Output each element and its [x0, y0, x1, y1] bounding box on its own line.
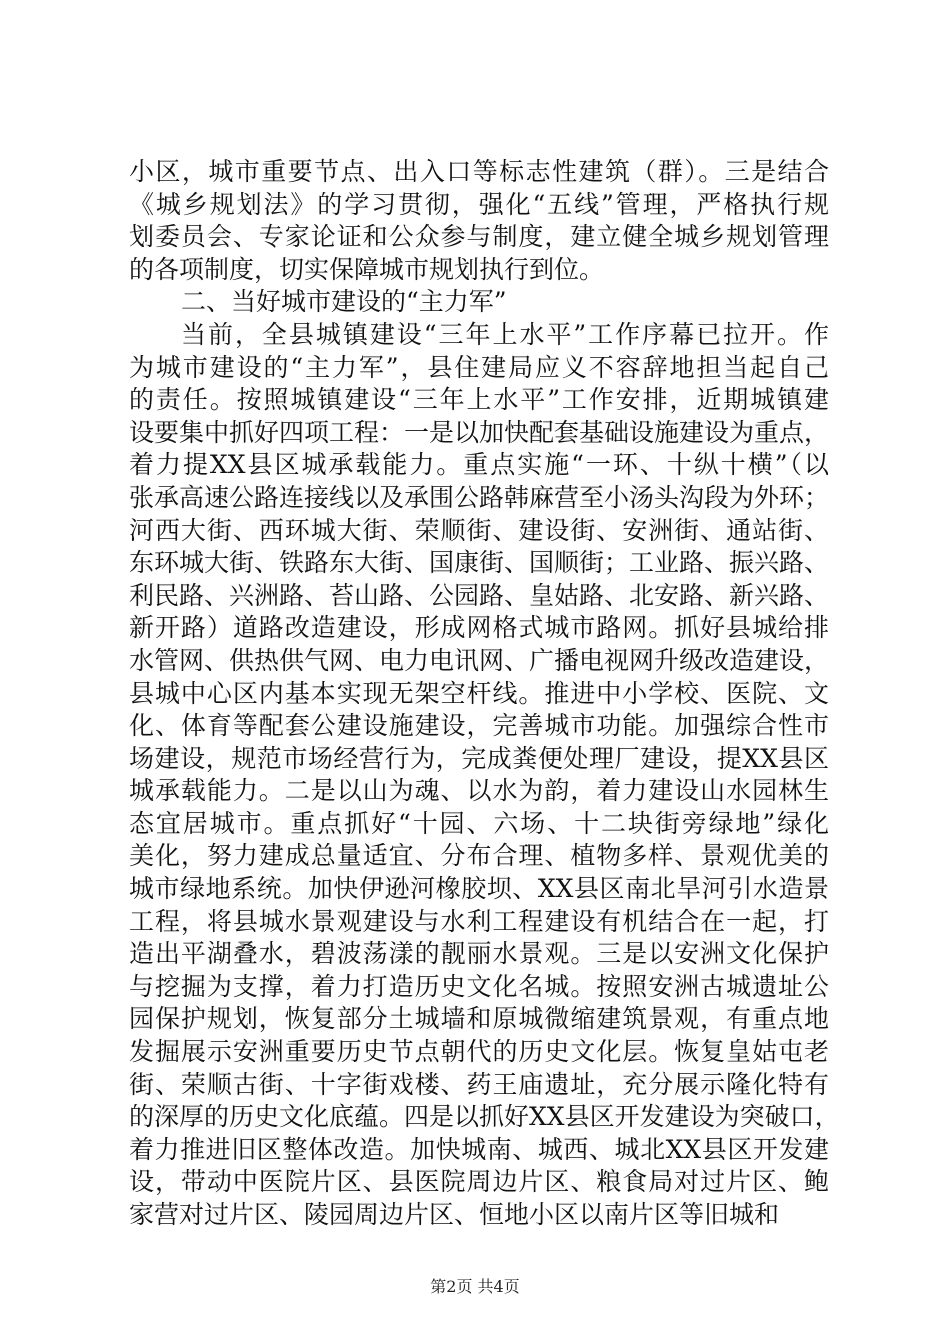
text-line: 张承高速公路连接线以及承围公路韩麻营至小汤头沟段为外环；	[129, 482, 830, 512]
text-line: 的各项制度，切实保障城市规划执行到位。	[129, 254, 605, 284]
text-line: 家营对过片区、陵园周边片区、恒地小区以南片区等旧城和	[129, 1200, 780, 1229]
text-line: 的深厚的历史文化底蕴。四是以抓好XX县区开发建设为突破口，	[129, 1102, 840, 1132]
text-line: 县城中心区内基本实现无架空杆线。推进中小学校、医院、文	[129, 678, 829, 708]
text-line: 新开路）道路改造建设，形成网格式城市路网。抓好县城给排	[129, 613, 829, 643]
text-line: 设要集中抓好四项工程：一是以加快配套基础设施建设为重点，	[129, 417, 830, 447]
text-line: 园保护规划，恢复部分土城墙和原城微缩建筑景观，有重点地	[129, 1004, 829, 1034]
text-line: 态宜居城市。重点抓好“十园、六场、十二块街旁绿地”绿化	[129, 808, 829, 838]
section-heading: 二、当好城市建设的“主力军”	[181, 287, 507, 317]
text-line: 的责任。按照城镇建设“三年上水平”工作安排，近期城镇建	[129, 385, 829, 415]
text-line: 当前，全县城镇建设“三年上水平”工作序幕已拉开。作	[181, 319, 829, 349]
page-footer	[0, 1277, 950, 1297]
text-line: 发掘展示安洲重要历史节点朝代的历史文化层。恢复皇姑屯老	[129, 1037, 829, 1067]
text-line: 工程，将县城水景观建设与水利工程建设有机结合在一起，打	[129, 906, 829, 936]
page-number: 第2页 共4页	[430, 1277, 520, 1296]
text-line: 与挖掘为支撑，着力打造历史文化名城。按照安洲古城遗址公	[129, 971, 829, 1001]
text-line: 着力推进旧区整体改造。加快城南、城西、城北XX县区开发建	[129, 1134, 829, 1164]
text-line: 美化，努力建成总量适宜、分布合理、植物多样、景观优美的	[129, 841, 829, 871]
text-line: 场建设，规范市场经营行为，完成粪便处理厂建设，提XX县区	[129, 743, 829, 773]
text-line: 设，带动中医院片区、县医院周边片区、粮食局对过片区、鲍	[129, 1167, 829, 1197]
text-line: 利民路、兴洲路、苔山路、公园路、皇姑路、北安路、新兴路、	[129, 580, 830, 610]
text-line: 划委员会、专家论证和公众参与制度，建立健全城乡规划管理	[129, 222, 829, 252]
text-line: 造出平湖叠水，碧波荡漾的靓丽水景观。三是以安洲文化保护	[129, 939, 829, 969]
text-line: 为城市建设的“主力军”，县住建局应义不容辞地担当起自己	[129, 352, 829, 382]
body-text	[129, 156, 840, 1232]
text-line: 小区，城市重要节点、出入口等标志性建筑（群）。三是结合	[129, 157, 829, 186]
text-line: 城市绿地系统。加快伊逊河橡胶坝、XX县区南北旱河引水造景	[129, 874, 829, 904]
text-line: 化、体育等配套公建设施建设，完善城市功能。加强综合性市	[129, 711, 829, 741]
text-line: 河西大街、西环城大街、荣顺街、建设街、安洲街、通站街、	[129, 515, 829, 545]
text-line: 水管网、供热供气网、电力电讯网、广播电视网升级改造建设，	[129, 645, 830, 675]
text-line: 街、荣顺古街、十字街戏楼、药王庙遗址，充分展示隆化特有	[129, 1069, 829, 1099]
text-line: 《城乡规划法》的学习贯彻，强化“五线”管理，严格执行规	[129, 189, 829, 219]
text-line: 城承载能力。二是以山为魂、以水为韵，着力建设山水园林生	[129, 776, 829, 806]
text-line: 东环城大街、铁路东大街、国康街、国顺街；工业路、振兴路、	[129, 548, 830, 578]
text-line: 着力提XX县区城承载能力。重点实施“一环、十纵十横”（以	[129, 450, 829, 480]
